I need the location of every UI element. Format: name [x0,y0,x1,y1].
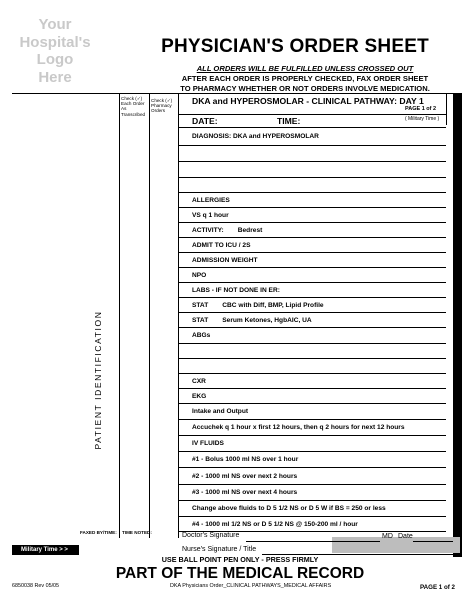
order-form [12,93,461,537]
faxed-by-label: FAXED BY/TIME: [80,530,117,535]
doctor-signature-label: Doctor's Signature [182,532,240,539]
order-text: LABS - IF NOT DONE IN ER: [192,286,280,294]
logo-line: Here [38,68,72,86]
medical-record-banner: PART OF THE MEDICAL RECORD [115,565,365,582]
allergies-row[interactable] [178,192,446,207]
order-text: #2 - 1000 ml NS over next 2 hours [192,472,298,480]
diagnosis-row [178,127,446,145]
time-noted-label: TIME NOTED: [122,530,152,535]
logo-line: Hospital's [19,33,91,51]
order-text: #3 - 1000 ml NS over next 4 hours [192,489,298,496]
order-value: Serum Ketones, HgbAIC, UA [222,316,312,324]
column-divider [149,94,150,538]
order-row[interactable] [178,327,446,343]
order-text: IV FLUIDS [192,440,224,447]
form-number: 6850038 Rev 05/05 [12,583,60,589]
check-transcribed-header: Check (✓) Each Order As Transcribed [121,96,146,117]
order-value: Bedrest [237,226,263,234]
order-text: ALLERGIES [192,196,230,204]
order-row[interactable] [178,484,446,500]
order-text: Intake and Output [192,408,249,415]
order-row[interactable] [178,237,446,252]
footer-page-number: PAGE 1 of 2 [420,584,455,591]
order-row[interactable] [178,451,446,467]
date-label: DATE: [192,116,218,126]
order-text: NPO [192,271,207,279]
page-title: PHYSICIAN'S ORDER SHEET [161,36,429,57]
order-row[interactable] [178,467,446,484]
military-time-note: ( Military Time ) [405,116,440,122]
order-row[interactable] [178,516,446,532]
order-text: ADMIT TO ICU / 2S [192,241,251,249]
blank-row[interactable] [178,161,446,177]
patient-identification-label: PATIENT IDENTIFICATION [93,310,103,450]
blank-row[interactable] [178,343,446,358]
order-text: ABGs [192,332,211,339]
logo-line: Logo [36,51,74,68]
order-row[interactable] [178,435,446,451]
military-time-box: Military Time > > [12,545,79,555]
hospital-logo-placeholder [12,16,98,86]
order-text: Accuchek q 1 hour x first 12 hours, then q 2 hours for next 12 hours [192,424,405,431]
order-text: STAT [192,316,209,324]
blank-row[interactable] [178,177,446,192]
notice-line-3: TO PHARMACY WHETHER OR NOT ORDERS INVOLVE MEDICATION. [180,84,430,93]
notice-line-2: AFTER EACH ORDER IS PROPERLY CHECKED, FAX ORDER SHEET [181,74,429,83]
date-label-bottom: Date [398,533,413,540]
order-row[interactable] [178,207,446,222]
md-label: MD [382,533,393,540]
diagnosis: DIAGNOSIS: DKA and HYPEROSMOLAR [192,133,319,140]
order-text: EKG [192,392,207,400]
logo-line: Your [38,16,72,33]
blank-row[interactable] [178,145,446,161]
order-text: Change above fluids to D 5 1/2 NS or D 5 W if BS = 250 or less [192,505,386,512]
order-row[interactable] [178,312,446,327]
activity-row[interactable] [178,222,446,237]
order-row[interactable] [178,282,446,297]
order-text: ACTIVITY: [192,226,224,234]
order-row[interactable] [178,373,446,388]
order-notice [150,64,460,94]
column-divider [119,94,120,538]
order-text: CXR [192,377,206,385]
notice-line-1: ALL ORDERS WILL BE FULFILLED UNLESS CROSSED OUT [196,64,414,73]
order-text: ADMISSION WEIGHT [192,256,258,264]
order-text: #4 - 1000 ml 1/2 NS or D 5 1/2 NS @ 150-200 ml / hour [192,520,358,528]
footer-center-text: DKA Physicians Order_CLINICAL PATHWAYS_MEDICAL AFFAIRS [170,583,332,589]
order-row[interactable] [178,500,446,516]
order-text: #1 - Bolus 1000 ml NS over 1 hour [192,456,299,463]
time-label: TIME: [277,116,301,126]
order-value: CBC with Diff, BMP, Lipid Profile [222,301,324,309]
order-row[interactable] [178,252,446,267]
nurse-signature-label: Nurse's Signature / Title [182,546,257,553]
pen-notice: USE BALL POINT PEN ONLY - PRESS FIRMLY [161,555,319,564]
right-border-bar [453,93,462,557]
order-row[interactable] [178,297,446,312]
signature-gray-box [332,537,460,553]
page-indicator: PAGE 1 of 2 [405,106,437,112]
check-pharmacy-header: Check (✓) Pharmacy Orders [151,98,173,114]
column-divider [446,94,447,125]
order-text: VS q 1 hour [192,211,229,219]
order-row[interactable] [178,267,446,282]
pathway-title: DKA and HYPEROSMOLAR - CLINICAL PATHWAY: DAY 1 [192,95,424,106]
order-row[interactable] [178,419,446,435]
order-row[interactable] [178,388,446,403]
doctor-signature-line[interactable] [246,541,380,542]
order-text: STAT [192,301,209,309]
order-row[interactable] [178,403,446,419]
blank-row[interactable] [178,358,446,373]
date-line[interactable] [413,541,453,542]
